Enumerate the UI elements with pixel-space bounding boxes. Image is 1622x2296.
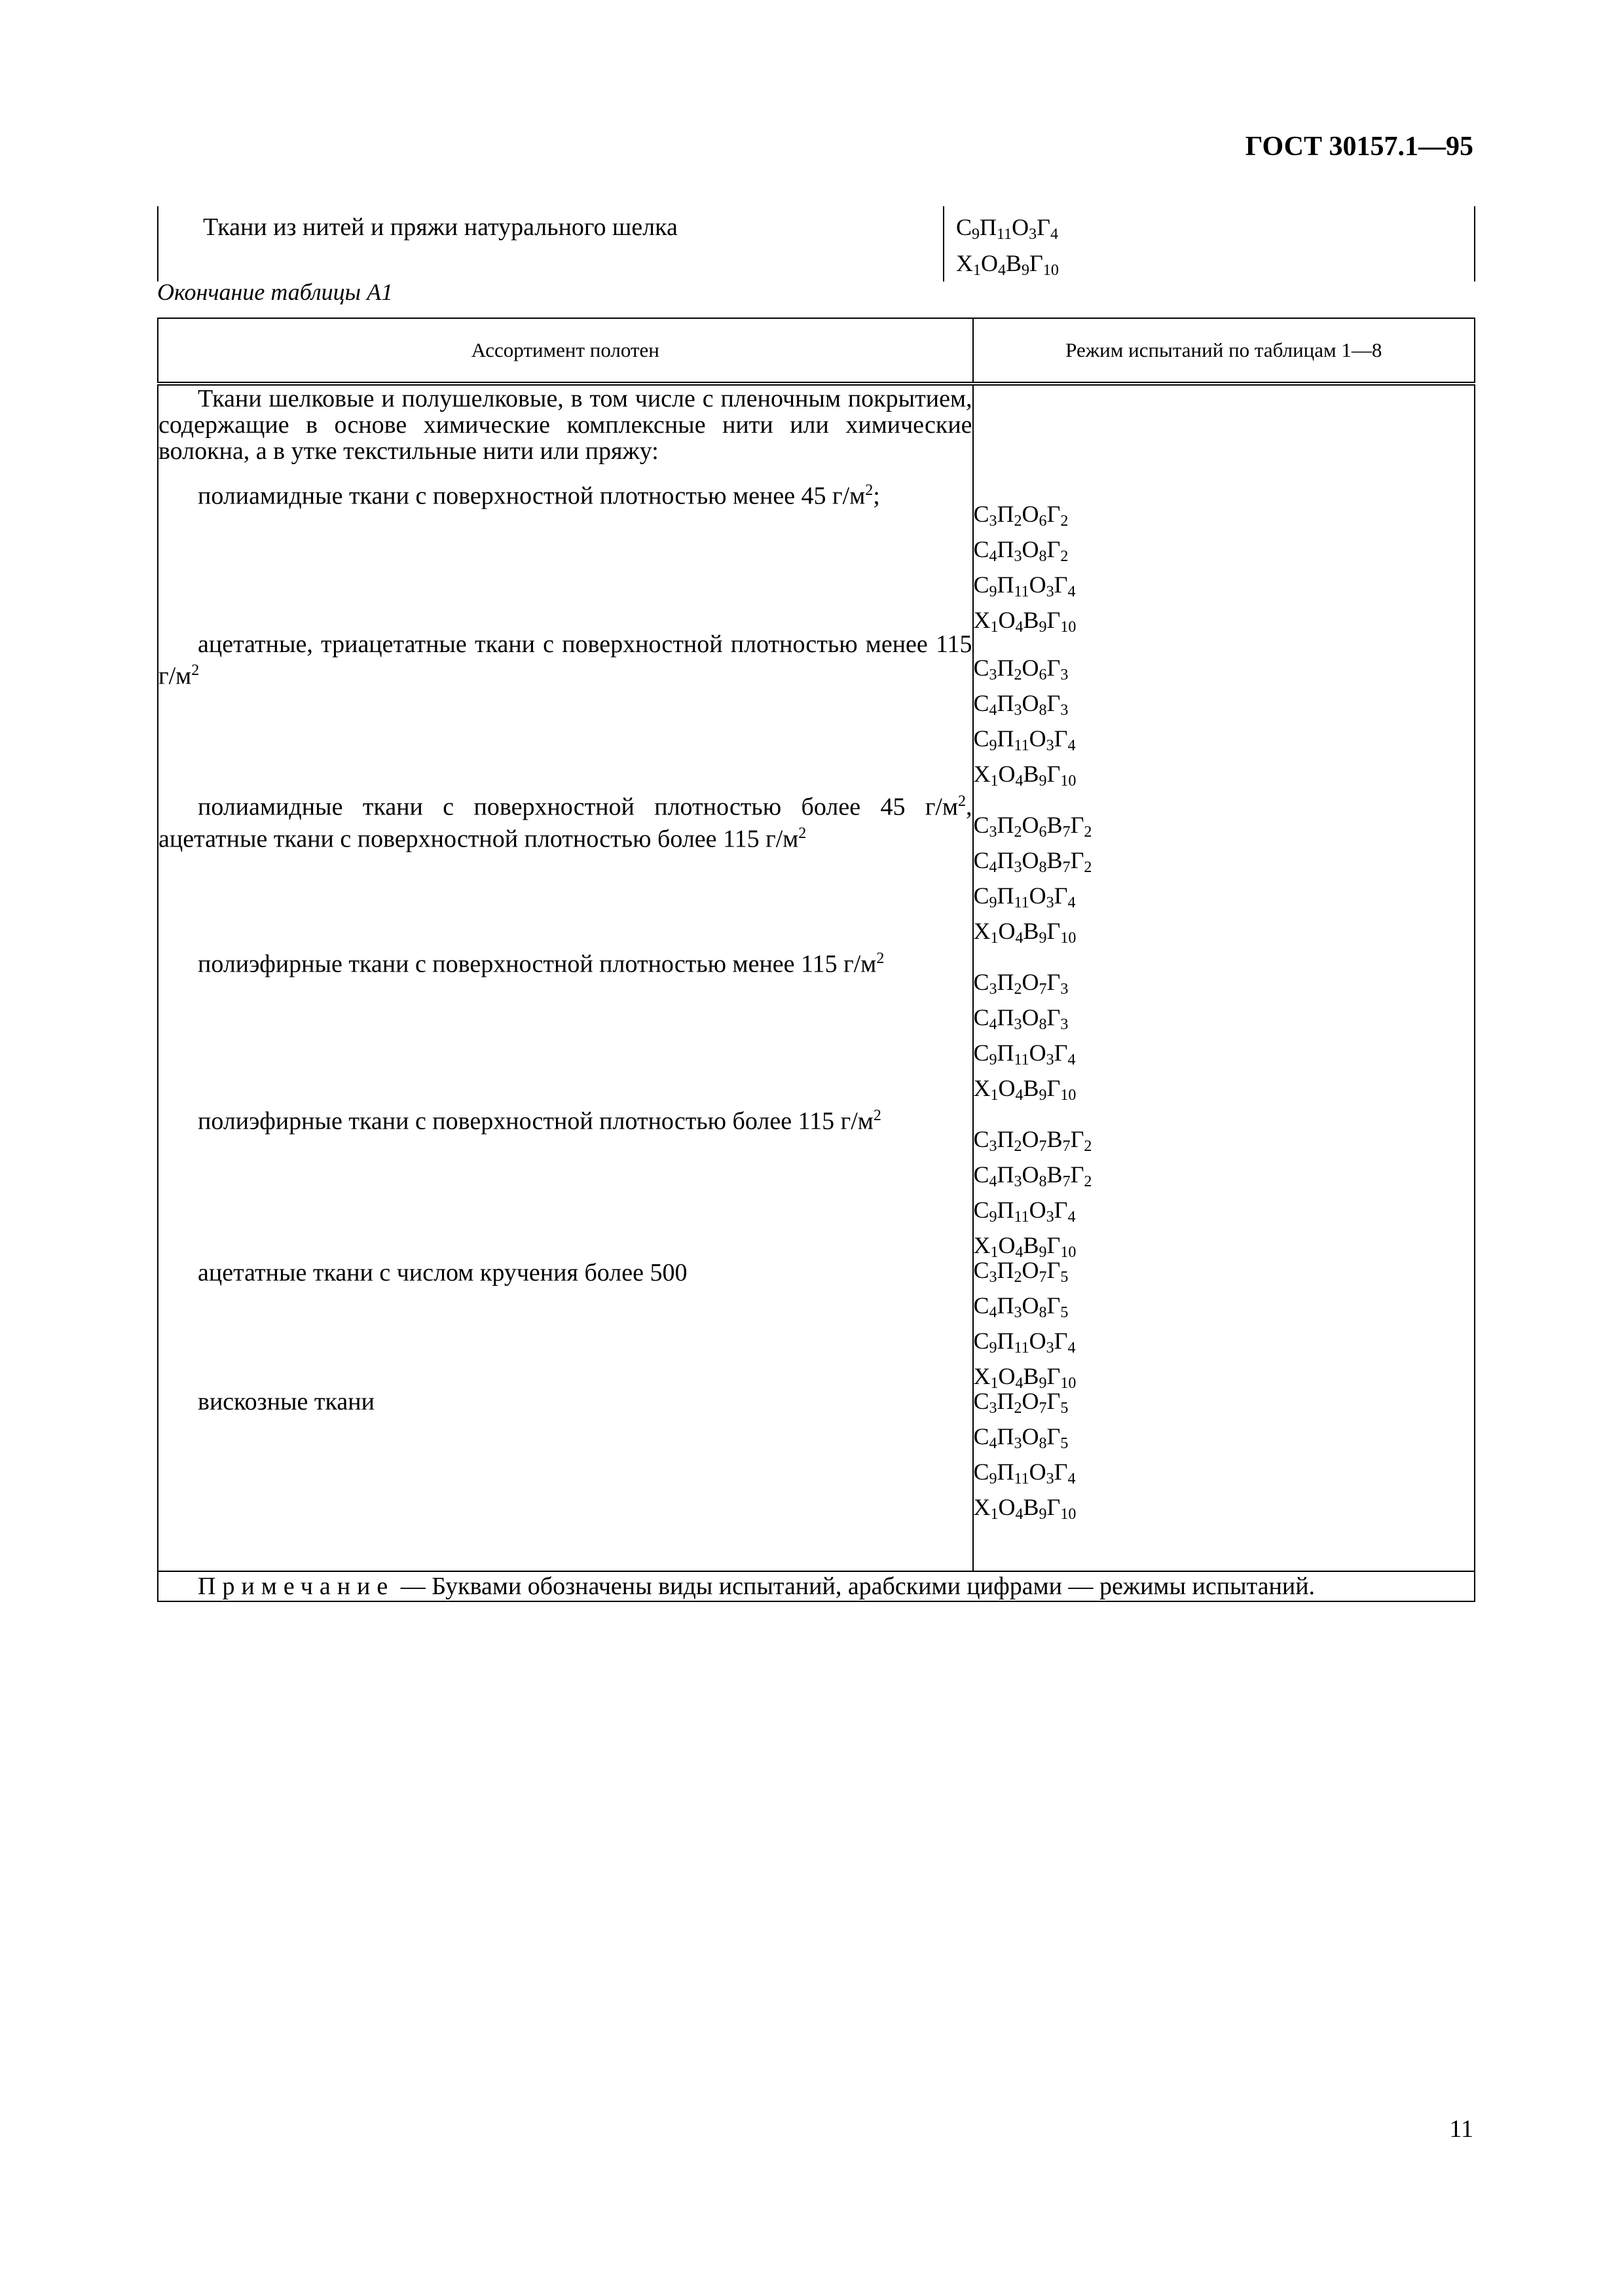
code-line: $С_3П_2О_6Г_3$ bbox=[973, 655, 1069, 683]
code-line: $Х_1О_4В_9Г_{10}$ bbox=[973, 1494, 1077, 1523]
intro-text: Ткани шелковые и полушелковые, в том числе с пленочным покрытием, содержащие в основе химические комплексные нити или химические волокна, а в утке текстильные нити или пряжу: bbox=[158, 385, 972, 465]
column-header-assortment: Ассортимент полотен bbox=[158, 318, 973, 384]
cont-left-border bbox=[157, 206, 158, 282]
note-row bbox=[158, 1571, 1475, 1601]
code-line: $Х_1О_4В_9Г_{10}$ bbox=[973, 918, 1077, 947]
document-code: ГОСТ 30157.1—95 bbox=[1245, 132, 1473, 162]
code-line: $С_9П_{11}О_3Г_4$ bbox=[973, 1459, 1076, 1487]
assortment-cell bbox=[158, 384, 973, 1571]
code-line: $С_3П_2О_6Г_2$ bbox=[973, 501, 1069, 530]
category-label: полиэфирные ткани с поверхностной плотностью более 115 $г/м^2$ bbox=[198, 1107, 881, 1135]
code-line: $С_4П_3О_8В_7Г_2$ bbox=[973, 1161, 1092, 1190]
codes-list bbox=[973, 386, 1474, 1523]
code-line: $С_3П_2О_7В_7Г_2$ bbox=[973, 1126, 1092, 1155]
cont-right-border bbox=[1474, 206, 1475, 282]
code-line: $С_9П_{11}О_3Г_4$ bbox=[973, 572, 1076, 600]
code-line: $С_9П_{11}О_3Г_4$ bbox=[973, 1040, 1076, 1068]
category-label: полиамидные ткани с поверхностной плотностью менее 45 $г/м^2$; bbox=[198, 482, 880, 510]
continuation-codes bbox=[956, 213, 1059, 285]
code-line: $С_3П_2О_7Г_3$ bbox=[973, 969, 1069, 998]
code-line: $С_9П_{11}О_3Г_4$ bbox=[956, 214, 1058, 243]
category-label: полиамидные ткани с поверхностной плотностью более 45 $г/м^2$, ацетатные ткани с поверхностной плотностью более 115 $г/м^2$ bbox=[158, 793, 972, 853]
code-group bbox=[974, 968, 1077, 1110]
table-header-row bbox=[158, 318, 1475, 384]
code-group bbox=[974, 1125, 1092, 1267]
code-line: $С_3П_2О_6В_7Г_2$ bbox=[973, 812, 1092, 841]
category-label: ацетатные ткани с числом кручения более 500 bbox=[198, 1259, 688, 1286]
code-line: $С_4П_3О_8Г_2$ bbox=[973, 536, 1069, 565]
column-header-test-mode: Режим испытаний по таблицам 1—8 bbox=[973, 318, 1475, 384]
page-number: 11 bbox=[1449, 2115, 1473, 2143]
code-line: $С_3П_2О_7Г_5$ bbox=[973, 1257, 1069, 1286]
assortment-table bbox=[157, 318, 1475, 1602]
category-label: ацетатные, триацетатные ткани с поверхностной плотностью менее 115 $г/м^2$ bbox=[158, 630, 972, 690]
code-line: $С_4П_3О_8В_7Г_2$ bbox=[973, 847, 1092, 876]
note-label: Примечание bbox=[198, 1573, 395, 1600]
code-line: $С_4П_3О_8Г_5$ bbox=[973, 1292, 1069, 1321]
code-line: $С_4П_3О_8Г_3$ bbox=[973, 1004, 1069, 1033]
table-note bbox=[158, 1571, 1475, 1601]
code-group bbox=[974, 500, 1077, 642]
table-caption: Окончание таблицы А1 bbox=[157, 279, 394, 305]
code-line: $С_9П_{11}О_3Г_4$ bbox=[973, 1328, 1076, 1357]
category-label: полиэфирные ткани с поверхностной плотностью менее 115 $г/м^2$ bbox=[198, 950, 885, 978]
code-group bbox=[974, 1387, 1077, 1529]
code-line: $С_4П_3О_8Г_5$ bbox=[973, 1423, 1069, 1452]
code-line: $Х_1О_4В_9Г_{10}$ bbox=[973, 1232, 1077, 1261]
code-line: $С_3П_2О_7Г_5$ bbox=[973, 1388, 1069, 1417]
code-group bbox=[974, 811, 1092, 953]
note-text: — Буквами обозначены виды испытаний, арабскими цифрами — режимы испытаний. bbox=[394, 1573, 1316, 1600]
code-group bbox=[974, 1256, 1077, 1398]
category-list bbox=[158, 464, 972, 1571]
test-mode-cell bbox=[973, 384, 1475, 1571]
code-line: $Х_1О_4В_9Г_{10}$ bbox=[973, 761, 1077, 790]
category-label: вискозные ткани bbox=[198, 1388, 375, 1415]
code-line: $С_9П_{11}О_3Г_4$ bbox=[973, 1197, 1076, 1226]
continuation-label: Ткани из нитей и пряжи натурального шелка bbox=[203, 213, 678, 241]
code-line: $Х_1О_4В_9Г_{10}$ bbox=[973, 607, 1077, 636]
code-line: $С_4П_3О_8Г_3$ bbox=[973, 690, 1069, 719]
code-line: $Х_1О_4В_9Г_{10}$ bbox=[956, 250, 1059, 279]
code-line: $Х_1О_4В_9Г_{10}$ bbox=[973, 1075, 1077, 1104]
code-line: $С_9П_{11}О_3Г_4$ bbox=[973, 725, 1076, 754]
code-line: $С_9П_{11}О_3Г_4$ bbox=[973, 883, 1076, 911]
cont-mid-border bbox=[943, 206, 944, 282]
code-line: $Х_1О_4В_9Г_{10}$ bbox=[973, 1363, 1077, 1392]
code-group bbox=[974, 654, 1077, 795]
table-body-row bbox=[158, 384, 1475, 1571]
